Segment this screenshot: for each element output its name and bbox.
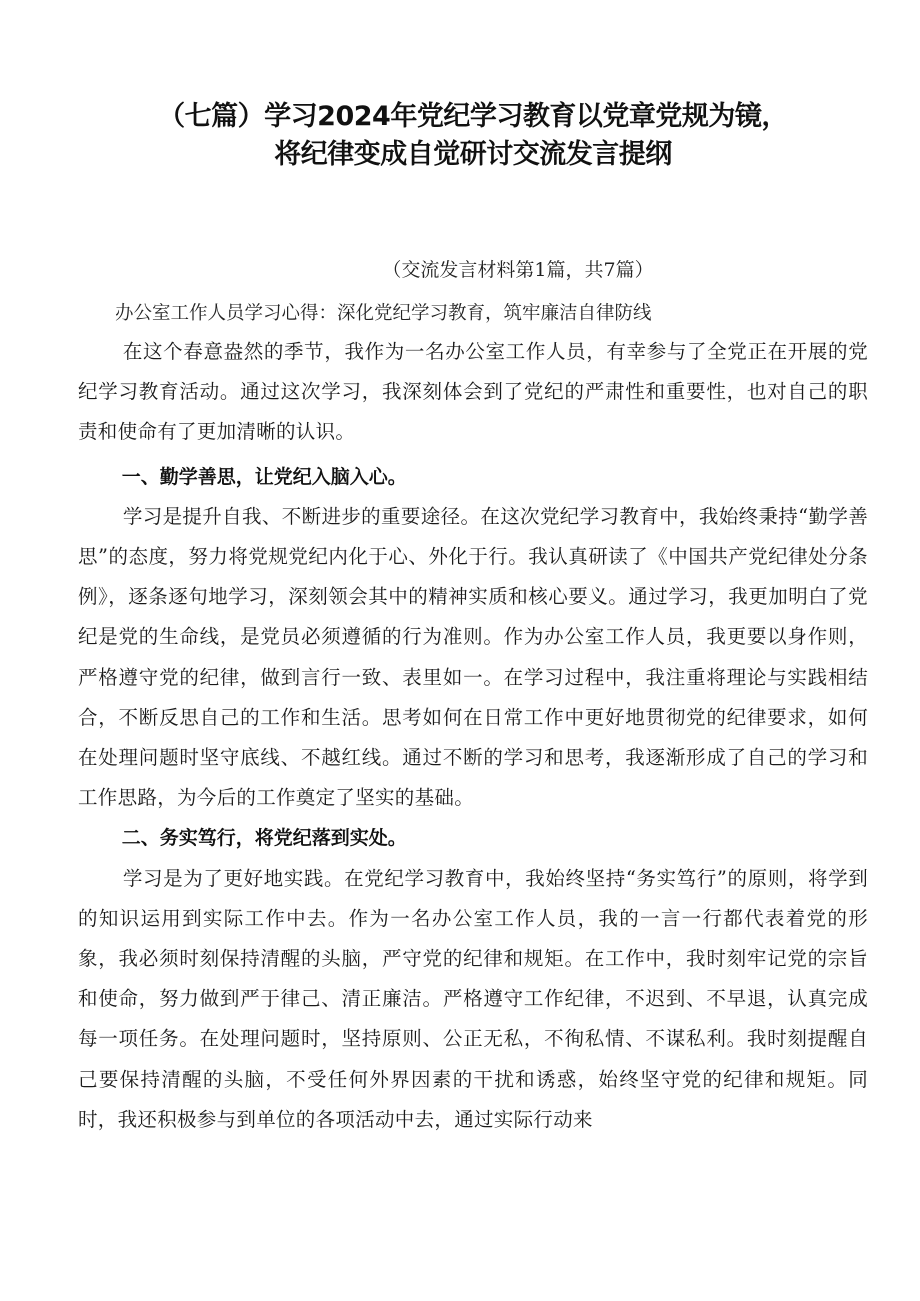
document-subtitle: （交流发言材料第1篇，共7篇）: [382, 259, 654, 281]
section-2-heading: 二、务实笃行，将党纪落到实处。: [121, 827, 407, 850]
intro-paragraph: 在这个春意盎然的季节，我作为一名办公室工作人员，有幸参与了全党正在开展的党纪学习教育活动。通过这次学习，我深刻体会到了党纪的严肃性和重要性，也对自己的职责和使命有了更加清晰的认识。: [78, 340, 868, 444]
section-1-heading: 一、勤学善思，让党纪入脑入心。: [121, 465, 407, 488]
title-line-2: 将纪律变成自觉研讨交流发言提纲: [274, 139, 672, 170]
article-lead-title: 办公室工作人员学习心得：深化党纪学习教育，筑牢廉洁自律防线: [115, 303, 652, 324]
document-title: [78, 0, 868, 174]
section-1-paragraph: 学习是提升自我、不断进步的重要途径。在这次党纪学习教育中，我始终秉持“勤学善思”的态度，努力将党规党纪内化于心、外化于行。我认真研读了《中国共产党纪律处分条例》，逐条逐句地学习，深刻领会其中的精神实质和核心要义。通过学习，我更加明白了党纪是党的生命线，是党员必须遵循的行为准则。作为办公室工作人员，我更要以身作则，严格遵守党的纪律，做到言行一致、表里如一。在学习过程中，我注重将理论与实践相结合，不断反思自己的工作和生活。思考如何在日常工作中更好地贯彻党的纪律要求，如何在处理问题时坚守底线、不越红线。通过不断的学习和思考，我逐渐形成了自己的学习和工作思路，为今后的工作奠定了坚实的基础。: [78, 504, 868, 810]
title-line-1: （七篇）学习2024年党纪学习教育以党章党规为镜，: [158, 101, 788, 132]
section-2-paragraph: 学习是为了更好地实践。在党纪学习教育中，我始终坚持“务实笃行”的原则，将学到的知识运用到实际工作中去。作为一名办公室工作人员，我的一言一行都代表着党的形象，我必须时刻保持清醒的头脑，严守党的纪律和规矩。在工作中，我时刻牢记党的宗旨和使命，努力做到严于律己、清正廉洁。严格遵守工作纪律，不迟到、不早退，认真完成每一项任务。在处理问题时，坚持原则、公正无私，不徇私情、不谋私利。我时刻提醒自己要保持清醒的头脑，不受任何外界因素的干扰和诱惑，始终坚守党的纪律和规矩。同时，我还积极参与到单位的各项活动中去，通过实际行动来: [78, 866, 868, 1131]
